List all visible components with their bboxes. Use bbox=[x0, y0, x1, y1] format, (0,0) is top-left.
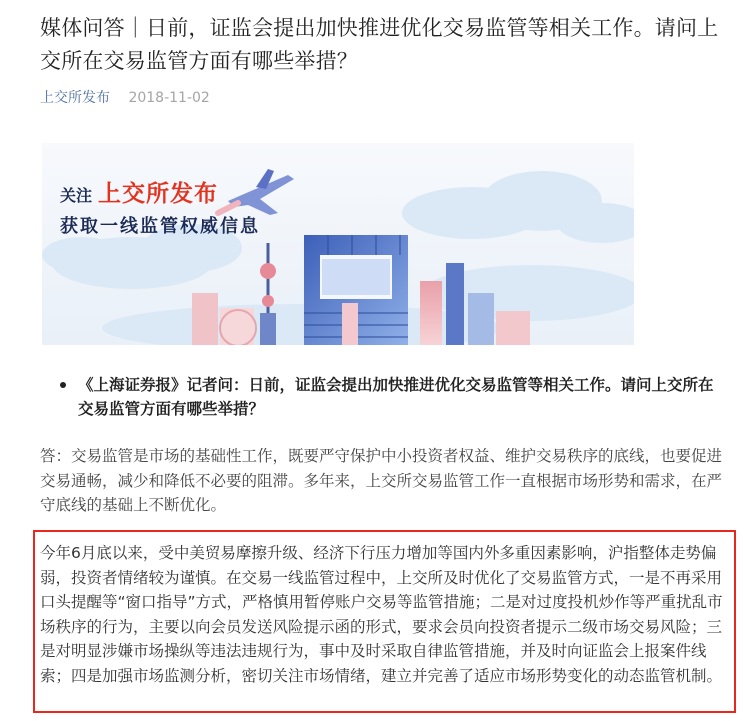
banner-brand: 上交所发布 bbox=[98, 181, 219, 207]
question-item bbox=[58, 373, 728, 421]
article-date: 2018-11-02 bbox=[128, 90, 210, 106]
question-text: 《上海证券报》记者问：日前，证监会提出加快推进优化交易监管等相关工作。请问上交所在交易监管方面有哪些举措？ bbox=[78, 376, 714, 418]
banner-prefix: 关注 bbox=[60, 186, 93, 205]
question-list bbox=[58, 373, 728, 421]
banner-tagline: 获取一线监管权威信息 bbox=[60, 216, 260, 237]
banner-text bbox=[60, 175, 260, 238]
bullet-dot-icon bbox=[60, 382, 66, 388]
answer-intro: 答：交易监管是市场的基础性工作，既要严守保护中小投资者权益、维护交易秩序的底线，也要促进交易通畅，减少和降低不必要的阻滞。多年来，上交所交易监管工作一直根据市场形势和需求，在严守底线的基础上不断优化。 bbox=[40, 447, 723, 514]
answer-highlight: 今年6月底以来，受中美贸易摩擦升级、经济下行压力增加等国内外多重因素影响，沪指整体走势偏弱，投资者情绪较为谨慎。在交易一线监管过程中，上交所及时优化了交易监管方式，一是不再采用口头提醒等“窗口指导”方式，严格慎用暂停账户交易等监管措施；二是对过度投机炒作等严重扰乱市场秩序的行为，主要以向会员发送风险提示函的形式，要求会员向投资者提示二级市场交易风险；三是对明显涉嫌市场操纵等违法违规行为，事中及时采取自律监管措施，并及时向证监会上报案件线索；四是加强市场监测分析，密切关注市场情绪，建立并完善了适应市场形势变化的动态监管机制。 bbox=[40, 544, 723, 685]
article-title: 媒体问答｜日前，证监会提出加快推进优化交易监管等相关工作。请问上交所在交易监管方面有哪些举措？ bbox=[40, 16, 719, 73]
article-meta bbox=[40, 88, 210, 108]
banner-image bbox=[42, 143, 634, 345]
article-source-link[interactable]: 上交所发布 bbox=[40, 90, 110, 106]
banner-illustration bbox=[42, 143, 634, 345]
